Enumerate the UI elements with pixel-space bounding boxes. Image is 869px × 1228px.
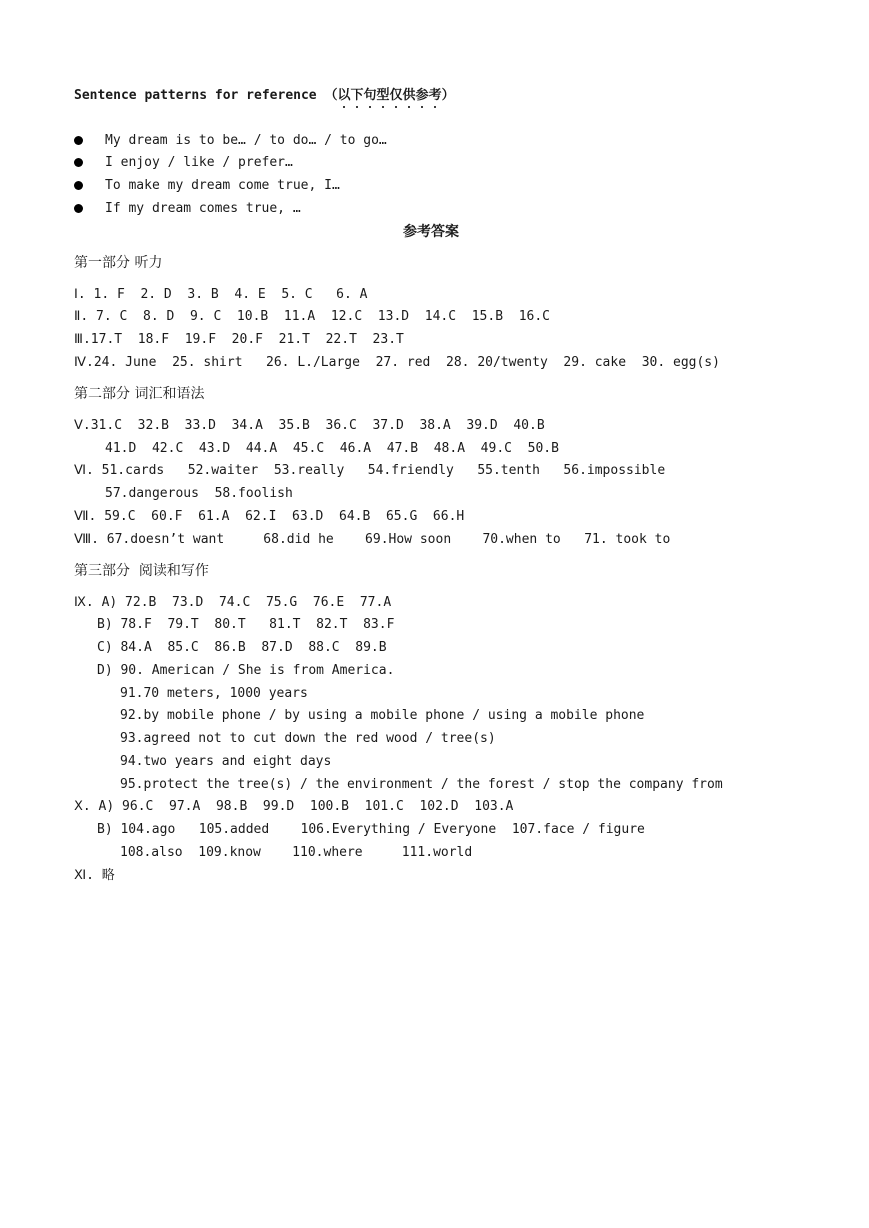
answer-line: Ⅴ.31.C 32.B 33.D 34.A 35.B 36.C 37.D 38.A 39.D 40.B (74, 418, 545, 433)
answer-line: 108.also 109.know 110.where 111.world (120, 845, 473, 860)
patterns-title (74, 88, 455, 104)
bullet-icon (74, 158, 83, 167)
answer-line: Ⅹ. A) 96.C 97.A 98.B 99.D 100.B 101.C 102.D 103.A (74, 799, 514, 814)
pattern-item: If my dream comes true, … (105, 201, 301, 216)
pattern-item: I enjoy / like / prefer… (105, 155, 293, 170)
answer-line: 92.by mobile phone / by using a mobile phone / using a mobile phone (120, 708, 645, 723)
answer-line: Ⅺ. 略 (74, 868, 115, 883)
bullet-icon (74, 136, 83, 145)
answer-line: Ⅲ.17.T 18.F 19.F 20.F 21.T 22.T 23.T (74, 332, 404, 347)
answer-line: 95.protect the tree(s) / the environment / the forest / stop the company from (120, 777, 723, 792)
answer-line: Ⅵ. 51.cards 52.waiter 53.really 54.friendly 55.tenth 56.impossible (74, 463, 666, 478)
answers-title: 参考答案 (403, 224, 459, 240)
patterns-title-cn: （以下句型仅供参考） (324, 88, 455, 103)
answer-line: Ⅷ. 67.doesn’t want 68.did he 69.How soon 70.when to 71. took to (74, 532, 671, 547)
answer-line: 93.agreed not to cut down the red wood / tree(s) (120, 731, 496, 746)
answer-line: Ⅳ.24. June 25. shirt 26. L./Large 27. red 28. 20/twenty 29. cake 30. egg(s) (74, 355, 720, 370)
bullet-icon (74, 181, 83, 190)
answer-line: B) 104.ago 105.added 106.Everything / Everyone 107.face / figure (97, 822, 645, 837)
answer-line: 91.70 meters, 1000 years (120, 686, 308, 701)
answer-line: Ⅰ. 1. F 2. D 3. B 4. E 5. C 6. A (74, 287, 368, 302)
section-heading-vocabulary: 第二部分 词汇和语法 (74, 386, 205, 402)
answer-line: Ⅸ. A) 72.B 73.D 74.C 75.G 76.E 77.A (74, 595, 392, 610)
answer-line: 94.two years and eight days (120, 754, 332, 769)
answer-line: Ⅶ. 59.C 60.F 61.A 62.I 63.D 64.B 65.G 66.H (74, 509, 465, 524)
section-heading-listening: 第一部分 听力 (74, 255, 163, 271)
answer-line: C) 84.A 85.C 86.B 87.D 88.C 89.B (97, 640, 387, 655)
answer-line: 57.dangerous 58.foolish (105, 486, 293, 501)
answer-line: 41.D 42.C 43.D 44.A 45.C 46.A 47.B 48.A 49.C 50.B (105, 441, 559, 456)
section-heading-reading: 第三部分 阅读和写作 (74, 563, 209, 579)
pattern-item: To make my dream come true, I… (105, 178, 340, 193)
answer-line: Ⅱ. 7. C 8. D 9. C 10.B 11.A 12.C 13.D 14.C 15.B 16.C (74, 309, 550, 324)
pattern-item: My dream is to be… / to do… / to go… (105, 133, 387, 148)
answer-line: B) 78.F 79.T 80.T 81.T 82.T 83.F (97, 617, 395, 632)
answer-line: D) 90. American / She is from America. (97, 663, 395, 678)
patterns-title-en: Sentence patterns for reference (74, 88, 325, 103)
bullet-icon (74, 204, 83, 213)
